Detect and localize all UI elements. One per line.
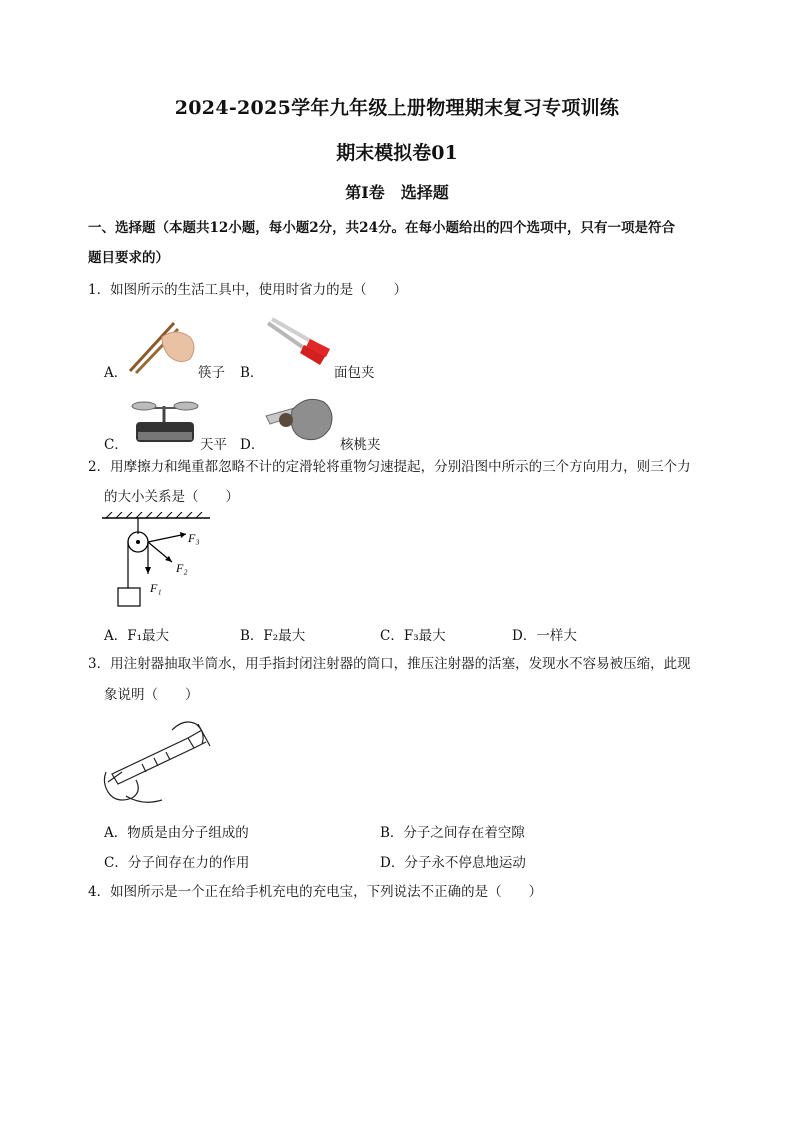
q2-stem-line1: 2．用摩擦力和绳重都忽略不计的定滑轮将重物匀速提起，分别沿图中所示的三个方向用力，则三个力 (88, 459, 691, 475)
part-title: 第Ⅰ卷 选择题 (345, 183, 449, 202)
f3-label: F₃ (188, 531, 200, 545)
syringe-barrel (112, 738, 194, 784)
q2-option-b: B．F₂最大 (240, 628, 306, 644)
q1-option-d-label: 核桃夹 (340, 437, 381, 453)
section-heading-line1: 一、选择题（本题共12小题，每小题2分，共24分。在每小题给出的四个选项中，只有一项是符合 (88, 220, 675, 236)
q1-option-b-label: 面包夹 (334, 365, 375, 381)
pulley-diagram (100, 512, 220, 612)
chopsticks-image (124, 315, 200, 377)
q1-option-d-letter: D． (240, 437, 265, 453)
section-heading-line2: 题目要求的） (88, 250, 169, 266)
document-subtitle: 期末模拟卷01 (336, 142, 458, 164)
bread-tongs-image (262, 315, 332, 375)
f2-label: F₂ (176, 561, 188, 575)
f3-arrow (148, 534, 186, 542)
q3-option-a: A．物质是由分子组成的 (104, 825, 249, 841)
q2-option-d: D．一样大 (512, 628, 577, 644)
q2-option-c: C．F₃最大 (380, 628, 446, 644)
q3-stem-line2: 象说明（ ） (104, 687, 199, 703)
q3-option-c: C．分子间存在力的作用 (104, 855, 250, 871)
document-title: 2024-2025学年九年级上册物理期末复习专项训练 (174, 97, 620, 119)
q3-stem-line1: 3．用注射器抽取半筒水，用手指封闭注射器的筒口，推压注射器的活塞，发现水不容易被压缩，此现 (88, 656, 691, 672)
q2-option-a: A．F₁最大 (104, 628, 170, 644)
q4-stem: 4．如图所示是一个正在给手机充电的充电宝，下列说法不正确的是（ ） (88, 884, 543, 900)
q3-option-d: D．分子永不停息地运动 (380, 855, 526, 871)
q1-option-a-label: 筷子 (198, 365, 225, 381)
syringe-image (102, 712, 212, 808)
nutcracker-image (262, 388, 338, 448)
q3-option-b: B．分子之间存在着空隙 (380, 825, 525, 841)
f1-label: F₁ (150, 581, 162, 595)
ceiling-hatching (106, 512, 202, 518)
q2-stem-line2: 的大小关系是（ ） (104, 489, 239, 505)
q1-option-b-letter: B． (240, 365, 264, 381)
q1-option-a-letter: A． (104, 365, 128, 381)
weight-block (118, 588, 140, 606)
q1-option-c-letter: C． (104, 437, 128, 453)
pulley-center (136, 540, 140, 544)
q1-option-c-label: 天平 (200, 437, 227, 453)
q1-stem: 1．如图所示的生活工具中，使用时省力的是（ ） (88, 282, 408, 298)
balance-scale-image (128, 392, 200, 446)
